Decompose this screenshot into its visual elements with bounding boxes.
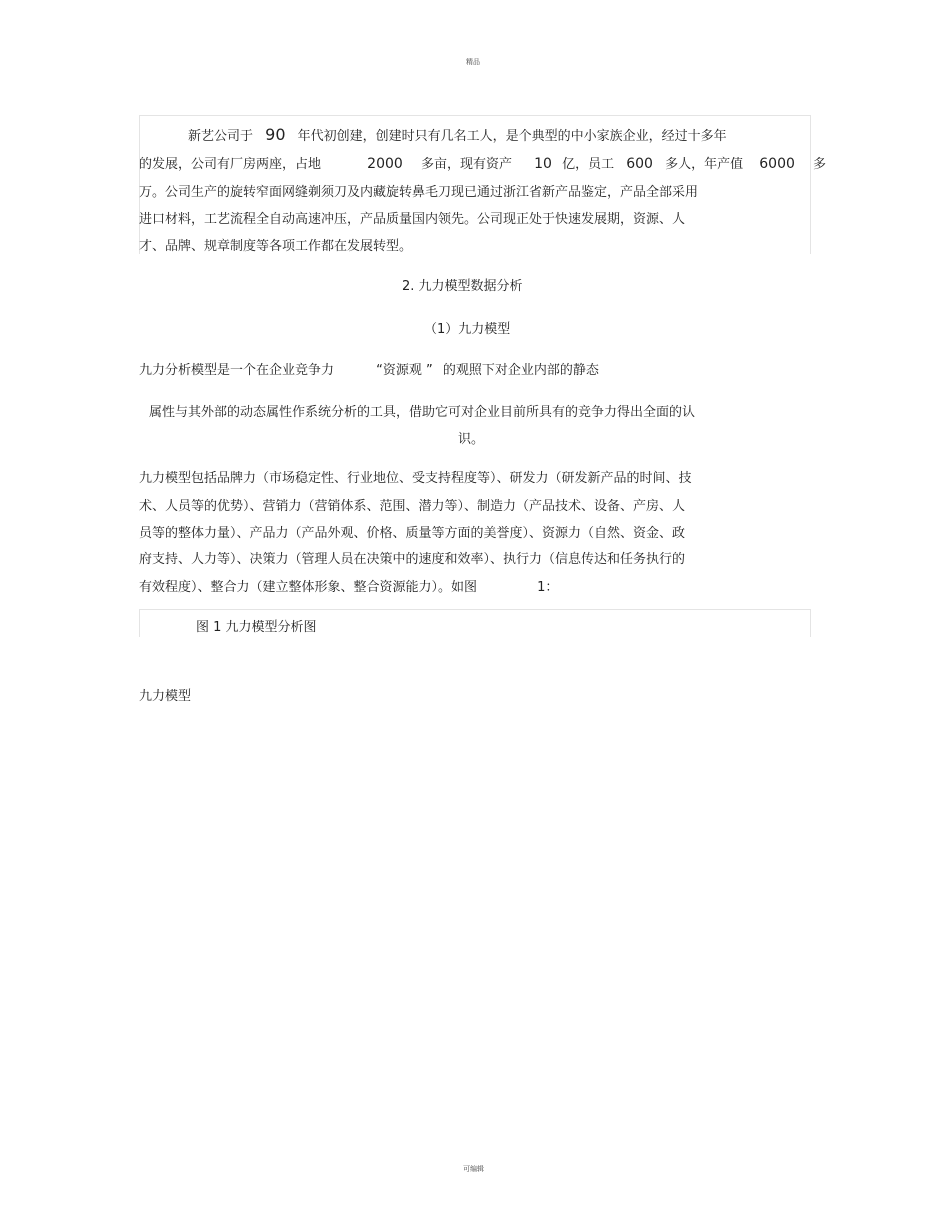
intro-line-3: 万。公司生产的旋转窄面网缝剃须刀及内藏旋转鼻毛刀现已通过浙江省新产品鉴定，产品全部采用 bbox=[139, 185, 699, 200]
figure-reference: 1： bbox=[537, 580, 559, 595]
list-line-5 bbox=[139, 576, 558, 595]
intro-line-4: 进口材料，工艺流程全自动高速冲压，产品质量国内领先。公司现正处于快速发展期，资源、人 bbox=[139, 212, 686, 227]
model-label: 九力模型 bbox=[139, 689, 192, 704]
list-line-3: 员等的整体力量）、产品力（产品外观、价格、质量等方面的美誉度）、资源力（自然、资金、政 bbox=[139, 526, 686, 541]
list-line-1: 九力模型包括品牌力（市场稳定性、行业地位、受支持程度等）、研发力（研发新产品的时间、技 bbox=[139, 471, 692, 486]
definition-line-1 bbox=[139, 359, 599, 378]
intro-line-2 bbox=[139, 153, 826, 172]
intro-text: 多人，年产值 bbox=[665, 157, 744, 172]
intro-text: 年代初创建，创建时只有几名工人，是个典型的中小家族企业，经过十多年 bbox=[297, 129, 727, 144]
definition-text: 的观照下对企业内部的静态 bbox=[442, 363, 599, 378]
intro-text: 多 bbox=[813, 157, 827, 172]
intro-line-1 bbox=[188, 125, 727, 144]
intro-text: 亿，员工 bbox=[562, 157, 615, 172]
intro-number-10: 10 bbox=[534, 156, 552, 172]
definition-line-2: 属性与其外部的动态属性作系统分析的工具，借助它可对企业目前所具有的竞争力得出全面的认 bbox=[149, 405, 696, 420]
intro-number-2000: 2000 bbox=[367, 156, 403, 172]
definition-line-3: 识。 bbox=[458, 432, 485, 447]
list-line-4: 府支持、人力等）、决策力（管理人员在决策中的速度和效率）、执行力（信息传达和任务执行的 bbox=[139, 552, 686, 567]
intro-text: 的发展，公司有厂房两座，占地 bbox=[139, 157, 322, 172]
figure-caption: 图 1 九力模型分析图 bbox=[196, 620, 317, 635]
definition-quote: “资源观 ” bbox=[376, 363, 433, 378]
subsection-title: （1）九力模型 bbox=[424, 322, 511, 337]
section-title: 2. 九力模型数据分析 bbox=[402, 279, 523, 294]
list-line-2: 术、人员等的优势）、营销力（营销体系、范围、潜力等）、制造力（产品技术、设备、产房、人 bbox=[139, 499, 686, 514]
intro-number-90: 90 bbox=[265, 125, 286, 144]
page-header: 精品 bbox=[466, 58, 480, 66]
definition-text: 九力分析模型是一个在企业竞争力 bbox=[139, 363, 335, 378]
intro-text: 新艺公司于 bbox=[188, 129, 254, 144]
intro-number-6000: 6000 bbox=[759, 156, 795, 172]
page-footer: 可编辑 bbox=[463, 1165, 484, 1173]
intro-number-600: 600 bbox=[626, 156, 653, 172]
intro-line-5: 才、品牌、规章制度等各项工作都在发展转型。 bbox=[139, 239, 413, 254]
intro-text: 多亩，现有资产 bbox=[420, 157, 512, 172]
list-text: 有效程度）、整合力（建立整体形象、整合资源能力）。如图 bbox=[139, 580, 478, 595]
